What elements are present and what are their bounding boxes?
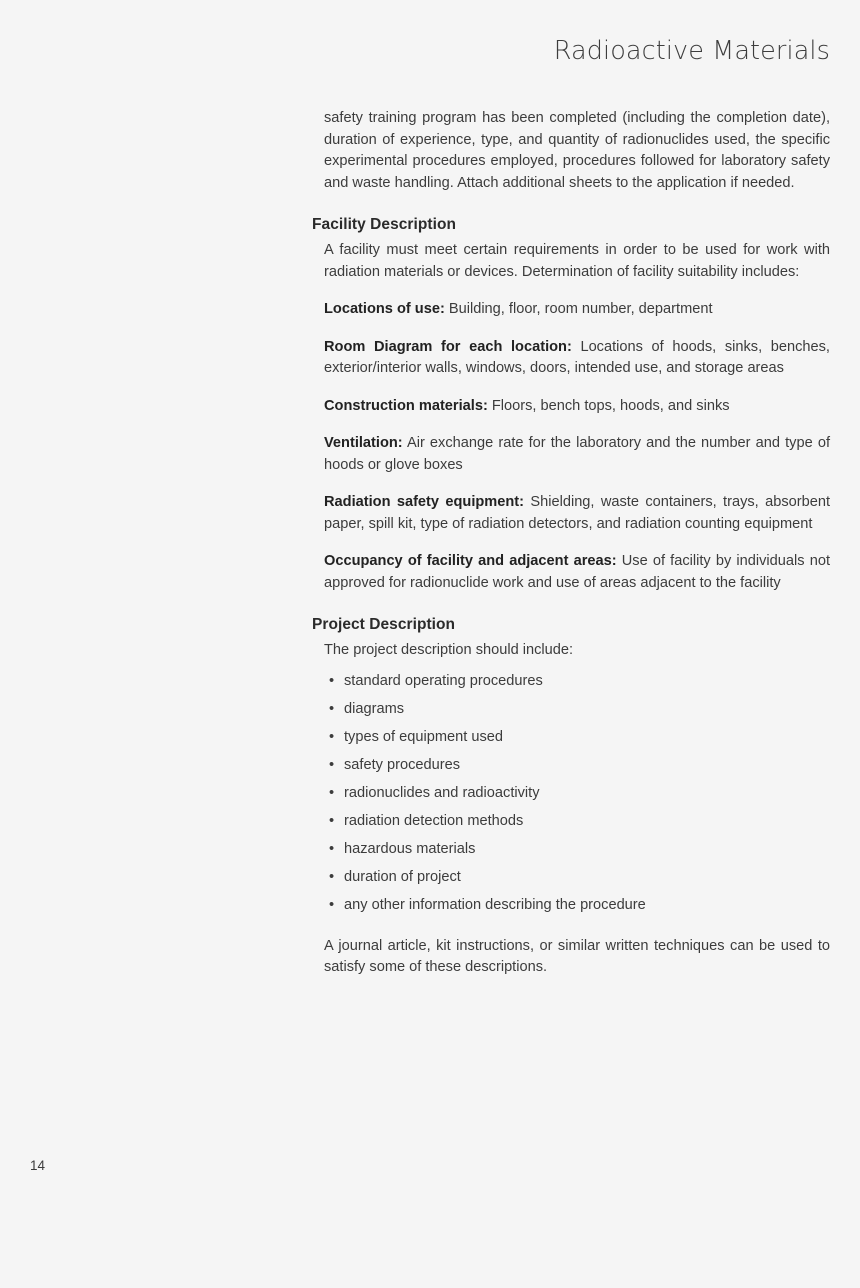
bullet-marker-icon: • (329, 672, 335, 689)
project-bullet-list (324, 671, 830, 916)
facility-item-label: Construction materials: (324, 397, 488, 414)
facility-item-text: Locations of hoods, sinks, benches, exterior/interior walls, windows, doors, intended use, and storage areas (324, 338, 830, 376)
facility-item-room-diagram (324, 337, 830, 380)
facility-item-construction-materials (324, 396, 830, 418)
list-item (324, 699, 830, 720)
page-number: 14 (30, 1158, 46, 1173)
list-item-label: diagrams (344, 700, 405, 717)
list-item (324, 867, 830, 888)
facility-item-text: Shielding, waste containers, trays, absorbent paper, spill kit, type of radiation detectors, and radiation counting equipment (324, 494, 830, 532)
list-item (324, 811, 830, 832)
list-item (324, 727, 830, 748)
list-item-label: standard operating procedures (344, 672, 543, 689)
list-item (324, 783, 830, 804)
list-item-label: radiation detection methods (344, 812, 524, 829)
list-item-label: hazardous materials (344, 840, 476, 857)
list-item (324, 755, 830, 776)
facility-item-locations-of-use (324, 299, 830, 321)
project-closing-paragraph: A journal article, kit instructions, or similar written techniques can be used to satisfy some of these descriptions. (324, 937, 830, 975)
facility-intro-paragraph: A facility must meet certain requirements in order to be used for work with radiation materials or devices. Determination of facility suitability includes: (324, 242, 830, 280)
bullet-marker-icon: • (329, 728, 335, 745)
page-content (312, 108, 830, 979)
bullet-marker-icon: • (329, 868, 335, 885)
facility-item-label: Radiation safety equipment: (324, 494, 525, 510)
heading-project-description: Project Description (312, 616, 456, 633)
list-item (324, 671, 830, 692)
facility-item-label: Ventilation: (324, 435, 403, 451)
facility-item-ventilation (324, 433, 830, 476)
bullet-marker-icon: • (329, 756, 335, 773)
facility-item-label: Occupancy of facility and adjacent areas: (324, 553, 617, 569)
bullet-marker-icon: • (329, 896, 335, 913)
project-intro-paragraph: The project description should include: (324, 642, 574, 658)
list-item-label: types of equipment used (344, 728, 504, 745)
list-item (324, 839, 830, 860)
list-item-label: radionuclides and radioactivity (344, 784, 540, 801)
running-head-title: Radioactive Materials (553, 36, 830, 66)
list-item-label: duration of project (344, 868, 461, 885)
list-item-label: safety procedures (344, 756, 461, 773)
bullet-marker-icon: • (329, 784, 335, 801)
facility-item-occupancy (324, 551, 830, 594)
facility-item-text: Use of facility by individuals not approved for radionuclide work and use of areas adjacent to the facility (324, 553, 830, 591)
facility-item-label: Room Diagram for each location: (324, 338, 572, 355)
list-item-label: any other information describing the procedure (344, 896, 646, 913)
intro-paragraph: safety training program has been completed (including the completion date), duration of experience, type, and quantity of radionuclides used, the specific experimental procedures employed, procedures followed for laboratory safety and waste handling. Attach additional sheets to the application if needed. (324, 110, 830, 191)
facility-item-text: Building, floor, room number, department (444, 301, 713, 317)
facility-item-radiation-safety-equipment (324, 492, 830, 535)
facility-item-text: Floors, bench tops, hoods, and sinks (487, 397, 730, 414)
facility-item-text: Air exchange rate for the laboratory and the number and type of hoods or glove boxes (324, 435, 830, 473)
list-item (324, 895, 830, 916)
bullet-marker-icon: • (329, 700, 335, 717)
heading-facility-description: Facility Description (312, 216, 456, 233)
bullet-marker-icon: • (329, 812, 335, 829)
bullet-marker-icon: • (329, 840, 335, 857)
facility-item-label: Locations of use: (324, 301, 445, 317)
